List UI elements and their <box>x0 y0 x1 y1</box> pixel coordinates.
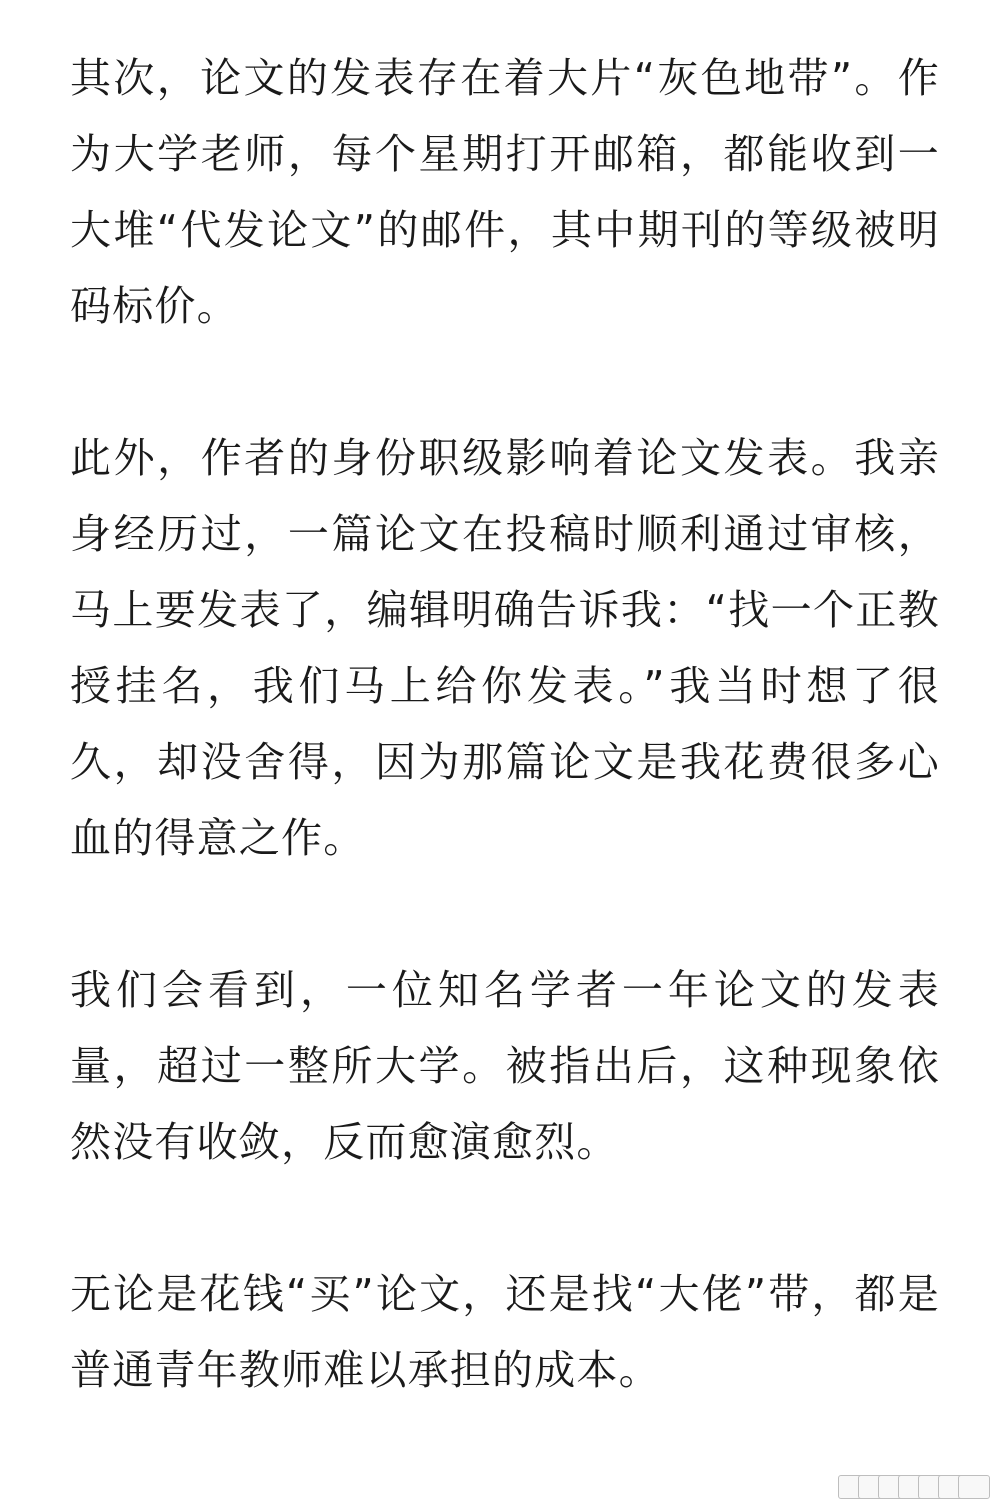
paragraph-publication-volume: 我们会看到，一位知名学者一年论文的发表量，超过一整所大学。被指出后，这种现象依然没有收敛，反而愈演愈烈。 <box>70 966 940 1166</box>
watermark <box>838 1473 990 1501</box>
paragraph-gray-zone: 其次，论文的发表存在着大片“灰色地带”。作为大学老师，每个星期打开邮箱，都能收到一大堆“代发论文”的邮件，其中期刊的等级被明码标价。 <box>70 54 940 330</box>
paragraph-author-rank: 此外，作者的身份职级影响着论文发表。我亲身经历过，一篇论文在投稿时顺利通过审核，马上要发表了，编辑明确告诉我：“找一个正教授挂名，我们马上给你发表。”我当时想了很久，却没舍得，因为那篇论文是我花费很多心血的得意之作。 <box>70 434 940 862</box>
stacked-frames-icon <box>958 1475 990 1499</box>
paragraph-cost: 无论是花钱“买”论文，还是找“大佬”带，都是普通青年教师难以承担的成本。 <box>70 1270 940 1394</box>
article-body <box>70 40 940 1408</box>
